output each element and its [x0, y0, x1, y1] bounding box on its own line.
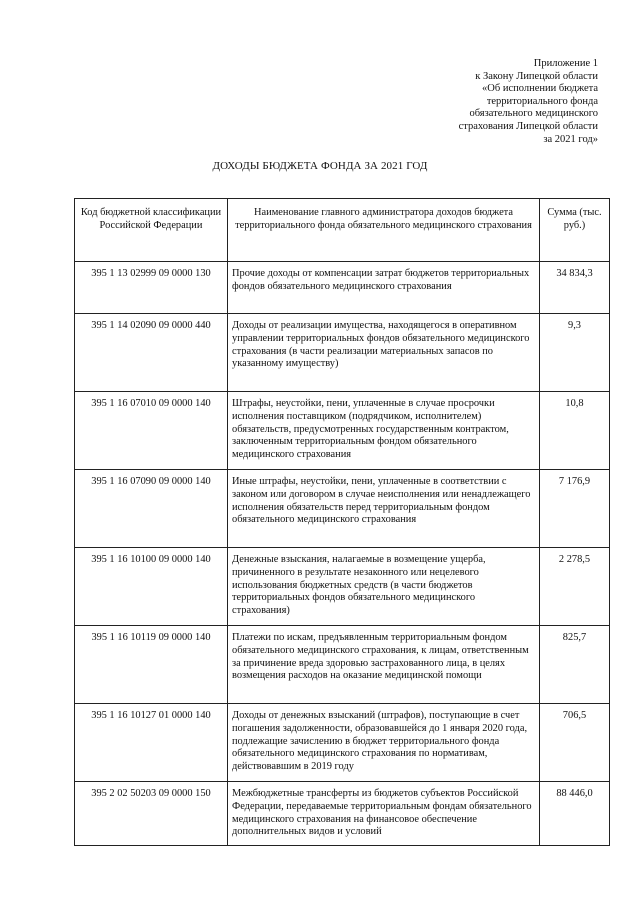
- appendix-line: «Об исполнении бюджета: [482, 83, 598, 95]
- row-sum: 2 278,5: [540, 548, 610, 626]
- row-code: 395 1 14 02090 09 0000 440: [75, 314, 228, 392]
- table-row: [75, 626, 610, 704]
- document-title: ДОХОДЫ БЮДЖЕТА ФОНДА ЗА 2021 ГОД: [212, 160, 428, 172]
- row-name: Межбюджетные трансферты из бюджетов субъектов Российской Федерации, передаваемые территориальным фондам обязательного медицинского страхования на финансовое обеспечение дополнительных видов и условий: [228, 782, 540, 846]
- appendix-note: [378, 58, 598, 146]
- row-name: Платежи по искам, предъявленным территориальным фондом обязательного медицинского страхования, к лицам, ответственным за причинение вреда здоровью застрахованного лица, в целях возмещения расходов на оказание медицинской помощи: [228, 626, 540, 704]
- table-row: [75, 704, 610, 782]
- revenue-table: [74, 198, 610, 846]
- row-code: 395 1 16 07010 09 0000 140: [75, 392, 228, 470]
- row-name: Иные штрафы, неустойки, пени, уплаченные в соответствии с законом или договором в случае неисполнения или ненадлежащего исполнения обязательств перед территориальным фондом обязательного медицинского страхования: [228, 470, 540, 548]
- table-row: [75, 392, 610, 470]
- row-code: 395 1 16 07090 09 0000 140: [75, 470, 228, 548]
- header-code: Код бюджетной классификации Российской Федерации: [75, 199, 228, 262]
- row-code: 395 1 16 10119 09 0000 140: [75, 626, 228, 704]
- appendix-line: территориального фонда: [486, 95, 598, 107]
- row-code: 395 2 02 50203 09 0000 150: [75, 782, 228, 846]
- row-sum: 88 446,0: [540, 782, 610, 846]
- appendix-line: Приложение 1: [533, 58, 598, 69]
- header-sum: Сумма (тыс. руб.): [540, 199, 610, 262]
- row-name: Доходы от реализации имущества, находящегося в оперативном управлении территориальных фондов обязательного медицинского страхования (в части реализации материальных запасов по указанному имуществу): [228, 314, 540, 392]
- row-sum: 706,5: [540, 704, 610, 782]
- row-code: 395 1 16 10127 01 0000 140: [75, 704, 228, 782]
- row-sum: 34 834,3: [540, 262, 610, 314]
- row-code: 395 1 13 02999 09 0000 130: [75, 262, 228, 314]
- appendix-line: обязательного медицинского: [469, 108, 598, 120]
- appendix-line: к Закону Липецкой области: [475, 70, 598, 82]
- row-name: Денежные взыскания, налагаемые в возмещение ущерба, причиненного в результате незаконного или нецелевого использования бюджетных средств (в части бюджетов территориальных фондов обязательного медицинского страхования): [228, 548, 540, 626]
- row-code: 395 1 16 10100 09 0000 140: [75, 548, 228, 626]
- row-sum: 10,8: [540, 392, 610, 470]
- appendix-line: страхования Липецкой области: [458, 120, 598, 132]
- appendix-line: за 2021 год»: [543, 133, 598, 145]
- table-row: [75, 470, 610, 548]
- table-row: [75, 548, 610, 626]
- row-name: Штрафы, неустойки, пени, уплаченные в случае просрочки исполнения поставщиком (подрядчиком, исполнителем) обязательств, предусмотренных государственным контрактом, заключенным территориальным фондом обязательного медицинского страхования: [228, 392, 540, 470]
- table-row: [75, 782, 610, 846]
- table-header-row: [75, 199, 610, 262]
- table-row: [75, 314, 610, 392]
- row-sum: 825,7: [540, 626, 610, 704]
- row-name: Прочие доходы от компенсации затрат бюджетов территориальных фондов обязательного медицинского страхования: [228, 262, 540, 314]
- table-row: [75, 262, 610, 314]
- header-name: Наименование главного администратора доходов бюджета территориального фонда обязательного медицинского страхования: [228, 199, 540, 262]
- row-name: Доходы от денежных взысканий (штрафов), поступающие в счет погашения задолженности, образовавшейся до 1 января 2020 года, подлежащие зачислению в бюджет территориального фонда обязательного медицинского страхования по нормативам, действовавшим в 2019 году: [228, 704, 540, 782]
- row-sum: 9,3: [540, 314, 610, 392]
- row-sum: 7 176,9: [540, 470, 610, 548]
